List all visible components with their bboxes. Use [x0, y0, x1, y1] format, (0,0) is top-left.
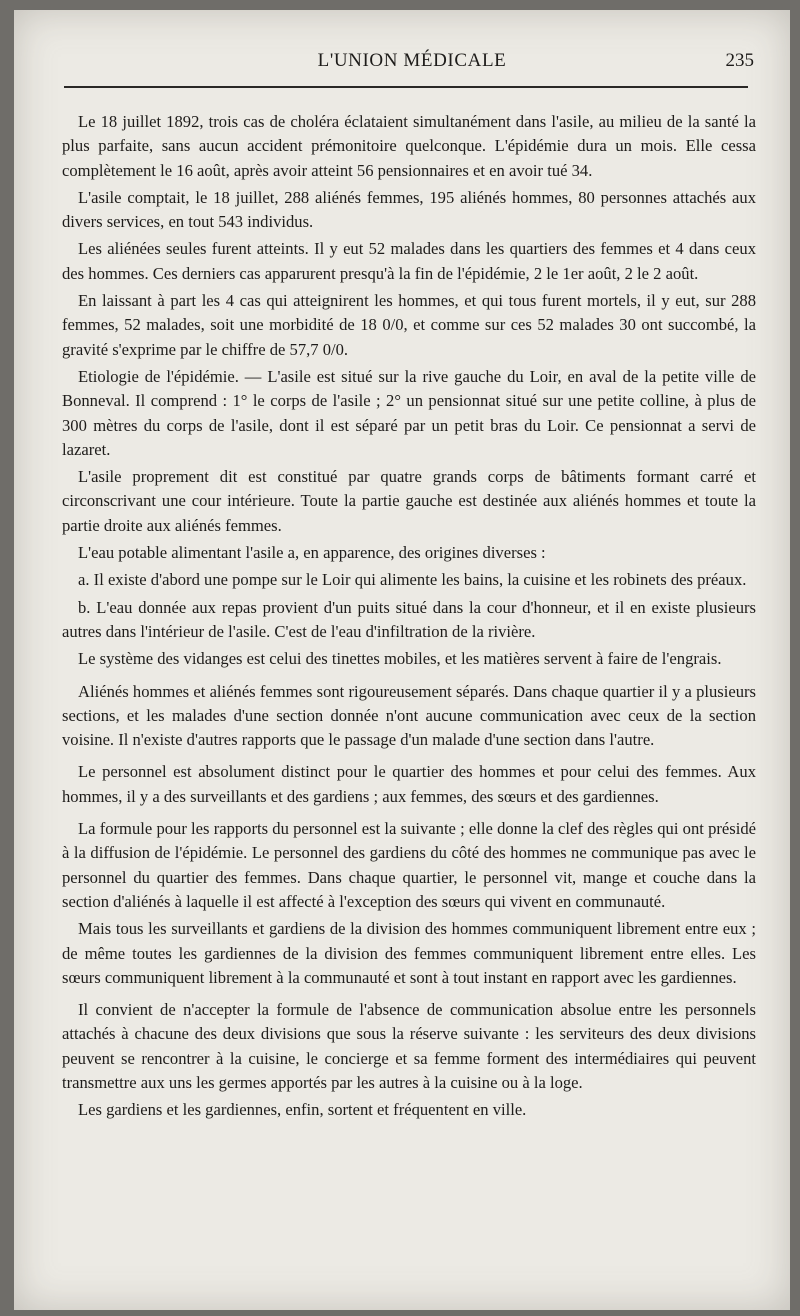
paragraph-reserve: Il convient de n'accepter la formule de l'absence de communication absolue entre les personnels attachés à chacune des deux divisions que sous la réserve suivante : les serviteurs des deux divisions peuvent se rencontrer à la cuisine, le concierge et sa femme forment des intermédiaires qui peuvent transmettre aux uns les germes apportés par les autres à la cuisine ou à la loge. — [62, 1000, 756, 1092]
page-header — [64, 50, 760, 76]
paragraph-water-b: b. L'eau donnée aux repas provient d'un puits situé dans la cour d'honneur, et il en existe plusieurs autres dans l'intérieur de l'asile. C'est de l'eau d'infiltration de la rivière. — [62, 597, 756, 641]
paragraph-communication: Mais tous les surveillants et gardiens de la division des hommes communiquent librement entre eux ; de même toutes les gardiennes de la division des femmes communiquent librement entre elles. Les sœurs communiquent librement à la communauté et sont à tout instant en rapport avec les gardiennes. — [62, 919, 756, 987]
paragraph-sewage: Le système des vidanges est celui des tinettes mobiles, et les matières servent à faire de l'engrais. — [78, 649, 722, 669]
paragraph-separation: Aliénés hommes et aliénés femmes sont rigoureusement séparés. Dans chaque quartier il y a plusieurs sections, et les malades d'une section donnée n'ont aucune communication avec ceux de la section voisine. Il n'existe d'autres rapports que le passage d'un malade d'une section dans l'autre. — [62, 681, 756, 750]
running-title: L'UNION MÉDICALE — [317, 50, 507, 71]
paragraph-etiology: Etiologie de l'épidémie. — L'asile est situé sur la rive gauche du Loir, en aval de la petite ville de Bonneval. Il comprend : 1° le corps de l'asile ; 2° un pensionnat situé sur une petite colline, à plus de 300 mètres du corps de l'asile, dont il est séparé par un petit bras du Loir. Ce pensionnat a servi de lazaret. — [62, 366, 756, 459]
paragraph-outbreak: Le 18 juillet 1892, trois cas de choléra éclataient simultanément dans l'asile, au milieu de la santé la plus parfaite, sans aucun accident prémonitoire quelconque. L'épidémie dura un mois. Elle cessa complètement le 16 août, après avoir atteint 56 pensionnaires et en avoir tué 34. — [62, 112, 756, 180]
paragraph-buildings: L'asile proprement dit est constitué par quatre grands corps de bâtiments formant carré et circonscrivant une cour intérieure. Toute la partie gauche est destinée aux aliénés hommes et toute la partie droite aux aliénés femmes. — [62, 467, 756, 535]
paragraph-town: Les gardiens et les gardiennes, enfin, sortent et fréquentent en ville. — [78, 1100, 527, 1120]
paragraph-cases: Les aliénées seules furent atteints. Il y eut 52 malades dans les quartiers des femmes et 4 dans ceux des hommes. Ces derniers cas apparurent presqu'à la fin de l'épidémie, 2 le 1er août, 2 le 2 août. — [62, 239, 756, 283]
book-page — [14, 10, 790, 1310]
paragraph-formula: La formule pour les rapports du personnel est la suivante ; elle donne la clef des règles qui ont présidé à la diffusion de l'épidémie. Le personnel des gardiens du côté des hommes ne communique pas avec le personnel du quartier des femmes. Dans chaque quartier, le personnel vit, mange et couche dans la section d'aliénés à laquelle il est affecté à l'exception des sœurs qui vivent en communauté. — [62, 819, 756, 911]
paragraph-personnel: Le personnel est absolument distinct pour le quartier des hommes et pour celui des femmes. Aux hommes, il y a des surveillants et des gardiens ; aux femmes, des sœurs et des gardiennes. — [62, 762, 756, 806]
header-rule — [64, 86, 748, 88]
paragraph-population: L'asile comptait, le 18 juillet, 288 aliénés femmes, 195 aliénés hommes, 80 personnes attachés aux divers services, en tout 543 individus. — [62, 187, 756, 232]
page-number: 235 — [725, 50, 754, 71]
body-text — [62, 110, 756, 1123]
paragraph-water: L'eau potable alimentant l'asile a, en apparence, des origines diverses : — [78, 543, 546, 563]
paragraph-water-a: a. Il existe d'abord une pompe sur le Loir qui alimente les bains, la cuisine et les robinets des préaux. — [78, 570, 747, 590]
paragraph-morbidity: En laissant à part les 4 cas qui atteignirent les hommes, et qui tous furent mortels, il y eut, sur 288 femmes, 52 malades, soit une morbidité de 18 0/0, et comme sur ces 52 malades 30 ont succombé, la gravité s'exprime par le chiffre de 57,7 0/0. — [62, 291, 756, 359]
